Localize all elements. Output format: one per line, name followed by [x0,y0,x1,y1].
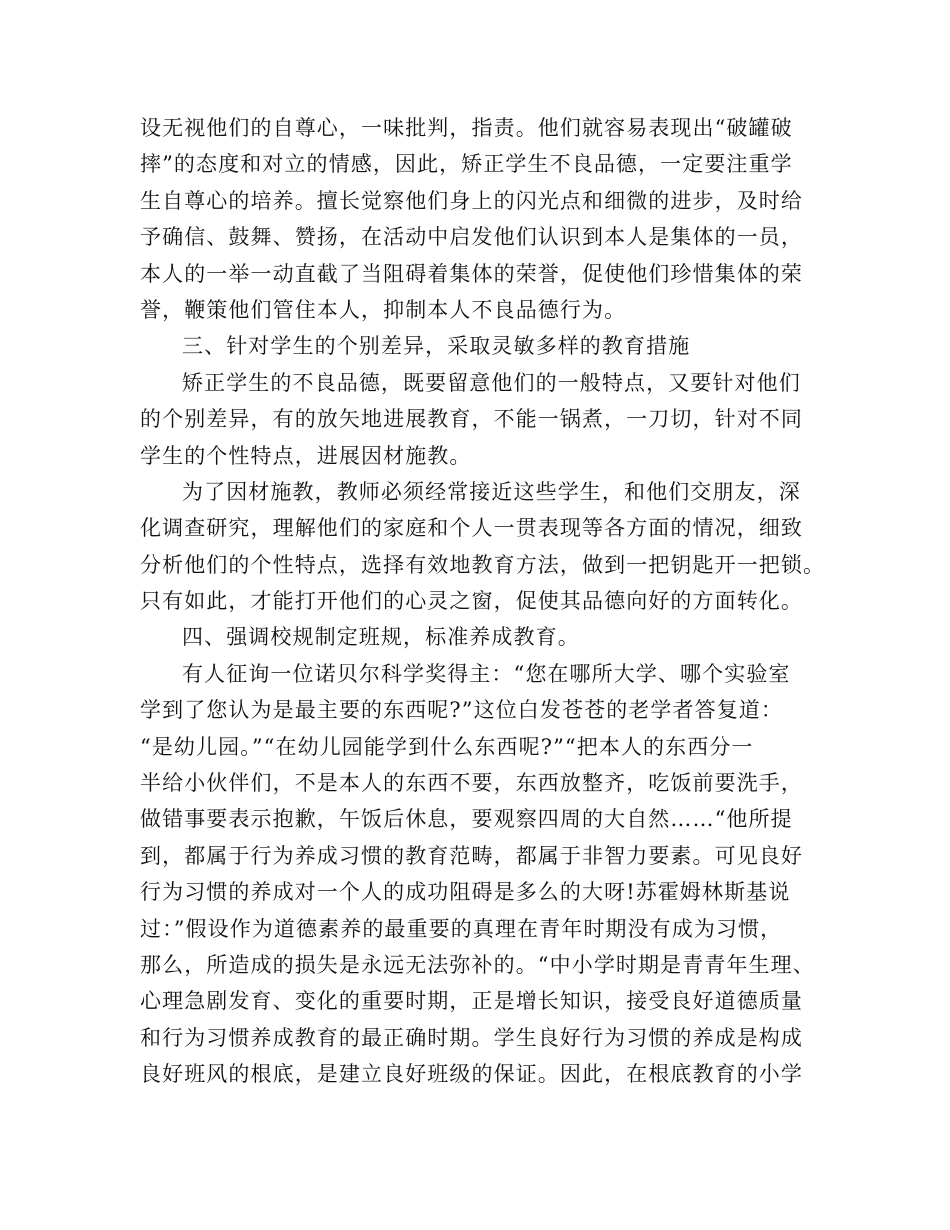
text-line: 摔”的态度和对立的情感，因此，矫正学生不良品德，一定要注重学 [140,152,793,177]
text-line: 四、强调校规制定班规，标准养成教育。 [182,625,580,650]
text-line: 设无视他们的自尊心，一味批判，指责。他们就容易表现出“破罐破 [140,116,793,140]
text-line: 予确信、鼓舞、赞扬，在活动中启发他们认识到本人是集体的一员， [140,225,803,250]
text-line: 学生的个性特点，进展因材施教。 [140,443,472,468]
text-line: 过：”假设作为道德素养的最重要的真理在青年时期没有成为习惯， [140,916,783,941]
text-line: 心理急剧发育、变化的重要时期，正是增长知识，接受良好道德质量 [140,989,803,1014]
text-line: 只有如此，才能打开他们的心灵之窗，促使其品德向好的方面转化。 [140,589,803,614]
text-line: 到，都属于行为养成习惯的教育范畴，都属于非智力要素。可见良好 [140,843,803,868]
text-line: 化调查研究，理解他们的家庭和个人一贯表现等各方面的情况，细致 [140,516,803,541]
text-line: 誉，鞭策他们管住本人，抑制本人不良品德行为。 [140,297,627,322]
text-line: 的个别差异，有的放矢地进展教育，不能一锅煮，一刀切，针对不同 [140,407,803,432]
document-body [140,110,840,1093]
text-line: 有人征询一位诺贝尔科学奖得主：“您在哪所大学、哪个实验室 [182,661,791,686]
text-line: 学到了您认为是最主要的东西呢?”这位白发苍苍的老学者答复道： [140,698,783,723]
text-line: 行为习惯的养成对一个人的成功阻碍是多么的大呀!苏霍姆林斯基说 [140,880,791,905]
text-line: 生自尊心的培养。擅长觉察他们身上的闪光点和细微的进步，及时给 [140,188,803,213]
text-line: 矫正学生的不良品德，既要留意他们的一般特点，又要针对他们 [182,370,801,395]
text-line: 那么，所造成的损失是永远无法弥补的。“中小学时期是青青年生理、 [140,952,815,977]
text-line: 分析他们的个性特点，选择有效地教育方法，做到一把钥匙开一把锁。 [140,552,826,577]
text-line: 为了因材施教，教师必须经常接近这些学生，和他们交朋友，深 [182,479,801,504]
text-line: 三、针对学生的个别差异，采取灵敏多样的教育措施 [182,334,691,359]
text-line: 和行为习惯养成教育的最正确时期。学生良好行为习惯的养成是构成 [140,1025,803,1050]
text-line: “是幼儿园。”“在幼儿园能学到什么东西呢?”“把本人的东西分一 [140,734,754,759]
text-line: 良好班风的根底，是建立良好班级的保证。因此，在根底教育的小学 [140,1062,803,1087]
text-line: 本人的一举一动直截了当阻碍着集体的荣誉，促使他们珍惜集体的荣 [140,261,803,286]
text-line: 半给小伙伴们，不是本人的东西不要，东西放整齐，吃饭前要洗手， [140,771,803,796]
text-line: 做错事要表示抱歉，午饭后休息，要观察四周的大自然……“他所提 [140,807,793,832]
